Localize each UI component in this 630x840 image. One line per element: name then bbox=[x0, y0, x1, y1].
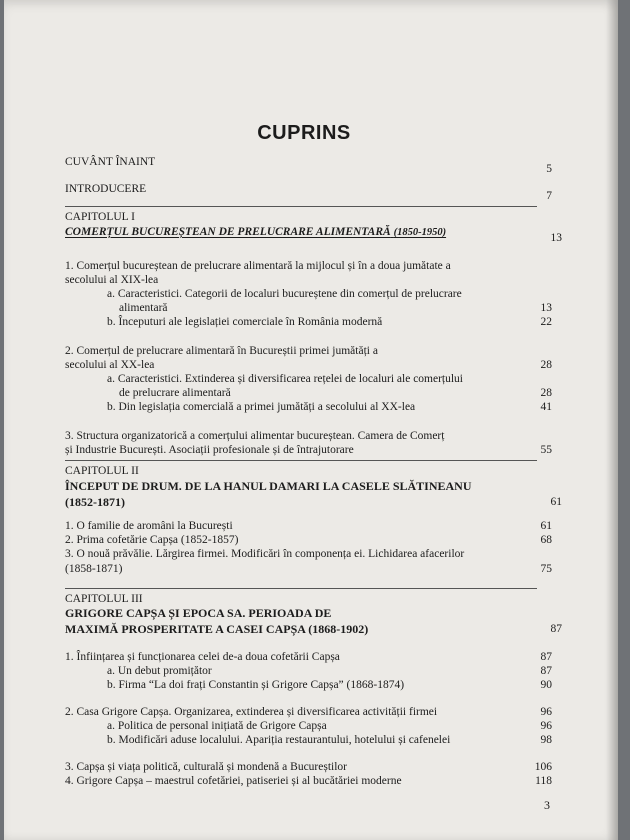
toc-page-number: 28 bbox=[540, 387, 552, 399]
toc-item: 2. Prima cofetărie Capșa (1852-1857) bbox=[65, 534, 239, 546]
page-spine-shadow bbox=[606, 0, 618, 840]
divider bbox=[65, 460, 537, 461]
book-page bbox=[4, 0, 618, 840]
toc-subitem: a. Caracteristici. Extinderea și diversificarea rețelei de localuri ale comerțului bbox=[107, 373, 464, 385]
toc-page-number: 13 bbox=[550, 232, 562, 244]
chapter-heading: CAPITOLUL II bbox=[65, 465, 139, 477]
page-folio: 3 bbox=[544, 798, 550, 812]
toc-subitem: b. Firma “La doi frați Constantin și Grigore Capșa” (1868-1874) bbox=[107, 679, 405, 691]
toc-item: 2. Comerțul de prelucrare alimentară în Bucureștii primei jumătăți a bbox=[65, 345, 378, 357]
toc-page-number: 5 bbox=[546, 163, 552, 175]
chapter-title: ÎNCEPUT DE DRUM. DE LA HANUL DAMARI LA CASELE SLĂTINEANU bbox=[65, 479, 472, 493]
chapter-title: GRIGORE CAPȘA ȘI EPOCA SA. PERIOADA DE bbox=[65, 606, 332, 620]
toc-subitem: b. Modificări aduse localului. Apariția restaurantului, hotelului și cafenelei bbox=[107, 734, 451, 746]
toc-subitem: alimentară bbox=[119, 302, 168, 314]
toc-page-number: 96 bbox=[540, 720, 552, 732]
divider bbox=[65, 206, 537, 207]
toc-subitem: b. Din legislația comercială a primei jumătăți a secolului al XX-lea bbox=[107, 401, 416, 413]
toc-item: 1. Comerțul bucureștean de prelucrare alimentară la mijlocul și în a doua jumătate a bbox=[65, 260, 451, 272]
chapter-title-text: COMERȚUL BUCUREȘTEAN DE PRELUCRARE ALIMENTARĂ bbox=[65, 226, 391, 238]
toc-entry-foreword: CUVÂNT ÎNAINT bbox=[65, 156, 156, 168]
toc-page-number: 55 bbox=[540, 444, 552, 456]
toc-subitem: b. Începuturi ale legislației comerciale în România modernă bbox=[107, 316, 383, 328]
chapter-title bbox=[65, 226, 446, 239]
toc-page-number: 87 bbox=[550, 623, 562, 635]
toc-page-number: 13 bbox=[540, 302, 552, 314]
toc-item: și Industrie București. Asociații profesionale și de întrajutorare bbox=[65, 444, 354, 456]
toc-page-number: 22 bbox=[540, 316, 552, 328]
chapter-title-years: (1850-1950) bbox=[393, 227, 447, 238]
toc-item: 3. O nouă prăvălie. Lărgirea firmei. Modificări în componența ei. Lichidarea afacerilor bbox=[65, 548, 465, 560]
toc-page-number: 118 bbox=[535, 775, 552, 787]
toc-page-number: 96 bbox=[540, 706, 552, 718]
toc-subitem: a. Un debut promițător bbox=[107, 665, 212, 677]
toc-page-number: 61 bbox=[550, 496, 562, 508]
toc-item: secolului al XIX-lea bbox=[65, 274, 159, 286]
toc-subitem: de prelucrare alimentară bbox=[119, 387, 231, 399]
toc-item: 1. O familie de aromâni la București bbox=[65, 520, 233, 532]
toc-item: (1858-1871) bbox=[65, 563, 123, 575]
toc-page-number: 90 bbox=[540, 679, 552, 691]
toc-item: secolului al XX-lea bbox=[65, 359, 155, 371]
toc-item: 3. Structura organizatorică a comerțului alimentar bucureștean. Camera de Comerț bbox=[65, 430, 445, 442]
toc-item: 4. Grigore Capșa – maestrul cofetăriei, patiseriei și al bucătăriei moderne bbox=[65, 775, 402, 787]
toc-page-number: 98 bbox=[540, 734, 552, 746]
chapter-title: MAXIMĂ PROSPERITATE A CASEI CAPȘA (1868-1902) bbox=[65, 622, 369, 636]
toc-item: 2. Casa Grigore Capșa. Organizarea, extinderea și diversificarea activității firmei bbox=[65, 706, 438, 718]
toc-page-number: 61 bbox=[540, 520, 552, 532]
toc-page-number: 68 bbox=[540, 534, 552, 546]
toc-page-number: 28 bbox=[540, 359, 552, 371]
toc-entry-introduction: INTRODUCERE bbox=[65, 183, 147, 195]
toc-page-number: 106 bbox=[534, 761, 552, 773]
toc-subitem: a. Politica de personal inițiată de Grigore Capșa bbox=[107, 720, 327, 732]
toc-page-number: 87 bbox=[540, 665, 552, 677]
toc-item: 1. Înființarea și funcționarea celei de-a doua cofetării Capșa bbox=[65, 651, 340, 663]
toc-page-number: 87 bbox=[540, 651, 552, 663]
toc-page-number: 7 bbox=[546, 190, 552, 202]
toc-subitem: a. Caracteristici. Categorii de localuri bucureștene din comerțul de prelucrare bbox=[107, 288, 462, 300]
toc-page-number: 41 bbox=[540, 401, 552, 413]
chapter-title: (1852-1871) bbox=[65, 495, 125, 509]
divider bbox=[65, 588, 537, 589]
chapter-heading: CAPITOLUL I bbox=[65, 211, 135, 223]
toc-page-number: 75 bbox=[540, 563, 552, 575]
toc-item: 3. Capșa și viața politică, culturală și mondenă a Bucureștilor bbox=[65, 761, 347, 773]
page-title: CUPRINS bbox=[257, 122, 351, 144]
chapter-heading: CAPITOLUL III bbox=[65, 593, 143, 605]
